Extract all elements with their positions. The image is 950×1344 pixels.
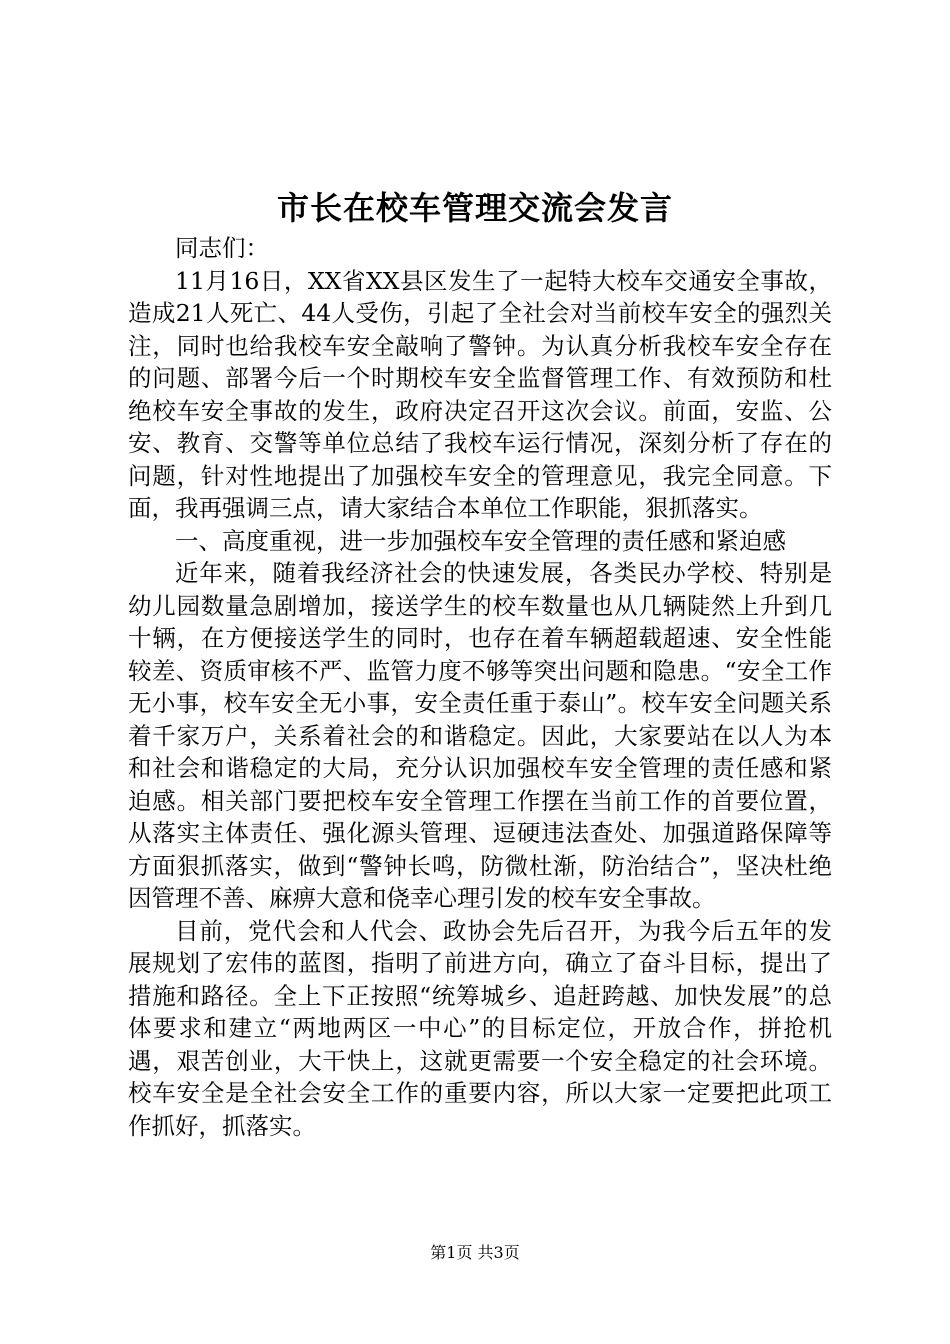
body-paragraph: 11月16日，XX省XX县区发生了一起特大校车交通安全事故，造成21人死亡、44人受伤，引起了全社会对当前校车安全的强烈关注，同时也给我校车安全敲响了警钟。为认真分析我校车安全存在的问题、部署今后一个时期校车安全监督管理工作、有效预防和杜绝校车安全事故的发生，政府决定召开这次会议。前面，安监、公安、教育、交警等单位总结了我校车运行情况，深刻分析了存在的问题，针对性地提出了加强校车安全的管理意见，我完全同意。下面，我再强调三点，请大家结合本单位工作职能，狠抓落实。 xyxy=(128,266,832,522)
document-body xyxy=(128,232,832,1142)
salutation-paragraph: 同志们： xyxy=(175,234,269,262)
page-number-footer: 第1页 共3页 xyxy=(430,1243,520,1262)
body-paragraph: 近年来，随着我经济社会的快速发展，各类民办学校、特别是幼儿园数量急剧增加，接送学生的校车数量也从几辆陡然上升到几十辆，在方便接送学生的同时，也存在着车辆超载超速、安全性能较差、资质审核不严、监管力度不够等突出问题和隐患。“安全工作无小事，校车安全无小事，安全责任重于泰山”。校车安全问题关系着千家万户，关系着社会的和谐稳定。因此，大家要站在以人为本和社会和谐稳定的大局，充分认识加强校车安全管理的责任感和紧迫感。相关部门要把校车安全管理工作摆在当前工作的首要位置，从落实主体责任、强化源头管理、逗硬违法查处、加强道路保障等方面狠抓落实，做到“警钟长鸣，防微杜渐，防治结合”，坚决杜绝因管理不善、麻痹大意和侥幸心理引发的校车安全事故。 xyxy=(128,559,832,912)
body-paragraph: 目前，党代会和人代会、政协会先后召开，为我今后五年的发展规划了宏伟的蓝图，指明了前进方向，确立了奋斗目标，提出了措施和路径。全上下正按照“统筹城乡、追赶跨越、加快发展”的总体要求和建立“两地两区一中心”的目标定位，开放合作，拼抢机遇，艰苦创业，大干快上，这就更需要一个安全稳定的社会环境。校车安全是全社会安全工作的重要内容，所以大家一定要把此项工作抓好，抓落实。 xyxy=(128,916,832,1140)
document-title: 市长在校车管理交流会发言 xyxy=(276,189,673,227)
section-heading: 一、高度重视，进一步加强校车安全管理的责任感和紧迫感 xyxy=(175,526,786,555)
